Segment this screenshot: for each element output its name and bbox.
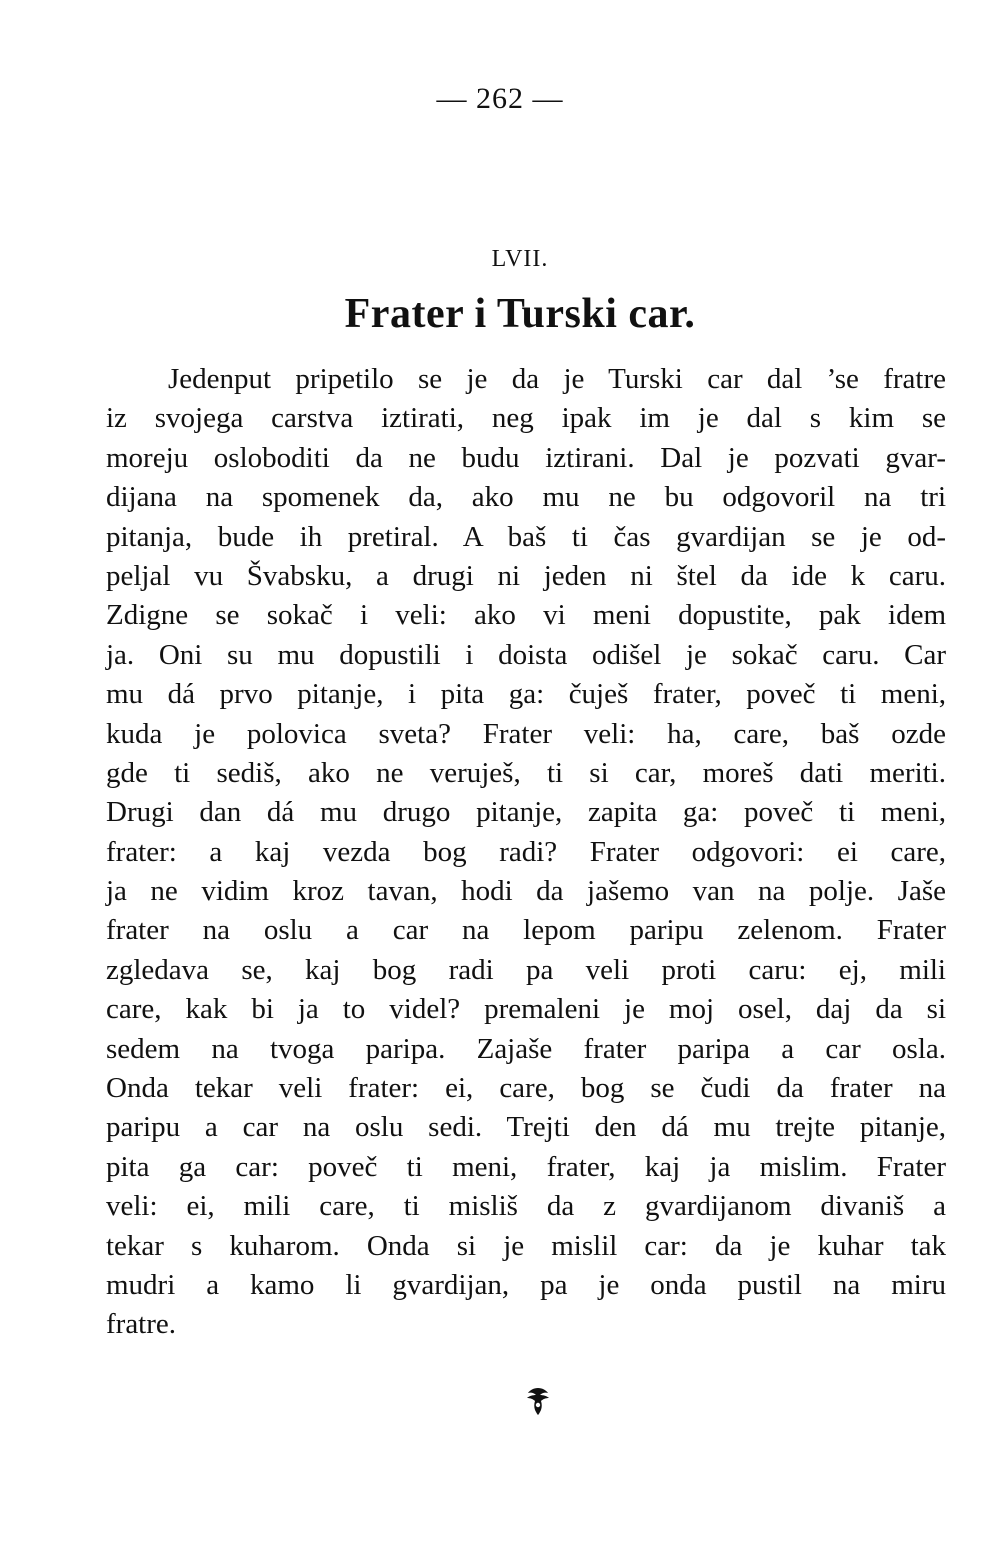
text-line: mudri a kamo li gvardijan, pa je onda pustil na miru xyxy=(106,1268,946,1301)
text-line: Drugi dan dá mu drugo pitanje, zapita ga: poveč ti meni, xyxy=(106,796,946,829)
text-line: Jedenput pripetilo se je da je Turski car dal ’se fratre xyxy=(168,363,946,395)
text-line: frater na oslu a car na lepom paripu zelenom. Frater xyxy=(106,914,946,947)
text-line: zgledava se, kaj bog radi pa veli proti caru: ej, mili xyxy=(106,953,946,986)
text-line: Onda tekar veli frater: ei, care, bog se čudi da frater na xyxy=(106,1072,946,1105)
text-line: ja ne vidim kroz tavan, hodi da jašemo van na polje. Jaše xyxy=(106,875,946,908)
text-line: veli: ei, mili care, ti misliš da z gvardijanom divaniš a xyxy=(106,1190,946,1223)
text-line: iz svojega carstva iztirati, neg ipak im je dal s kim se xyxy=(106,402,946,435)
text-line: gde ti sediš, ako ne veruješ, ti si car, moreš dati meriti. xyxy=(106,756,946,789)
story-text xyxy=(106,360,946,1345)
chapter-title: Frater i Turski car. xyxy=(344,291,696,337)
text-line: peljal vu Švabsku, a drugi ni jeden ni štel da ide k caru. xyxy=(106,559,946,592)
text-line: moreju osloboditi da ne budu iztirani. Dal je pozvati gvar- xyxy=(106,441,946,474)
text-line: mu dá prvo pitanje, i pita ga: čuješ frater, poveč ti meni, xyxy=(106,678,946,711)
text-line: fratre. xyxy=(106,1308,177,1341)
text-line: tekar s kuharom. Onda si je mislil car: da je kuhar tak xyxy=(106,1229,946,1262)
text-line: kuda je polovica sveta? Frater veli: ha, care, baš ozde xyxy=(106,717,946,750)
text-line: dijana na spomenek da, ako mu ne bu odgovoril na tri xyxy=(106,481,946,514)
text-line: ja. Oni su mu dopustili i doista odišel je sokač caru. Car xyxy=(106,638,946,671)
text-line: Zdigne se sokač i veli: ako vi meni dopustite, pak idem xyxy=(106,599,946,632)
text-line: care, kak bi ja to videl? premaleni je moj osel, daj da si xyxy=(106,993,946,1026)
text-line: frater: a kaj vezda bog radi? Frater odgovori: ei care, xyxy=(106,835,946,868)
page-number: — 262 — xyxy=(436,82,564,115)
text-line: sedem na tvoga paripa. Zajaše frater paripa a car osla. xyxy=(106,1032,946,1065)
fleuron-icon xyxy=(524,1386,552,1416)
text-line: pitanja, bude ih pretiral. A baš ti čas gvardijan se je od- xyxy=(106,520,946,553)
text-line: paripu a car na oslu sedi. Trejti den dá mu trejte pitanje, xyxy=(106,1111,946,1144)
chapter-number: LVII. xyxy=(491,246,549,272)
text-line: pita ga car: poveč ti meni, frater, kaj ja mislim. Frater xyxy=(106,1150,946,1183)
